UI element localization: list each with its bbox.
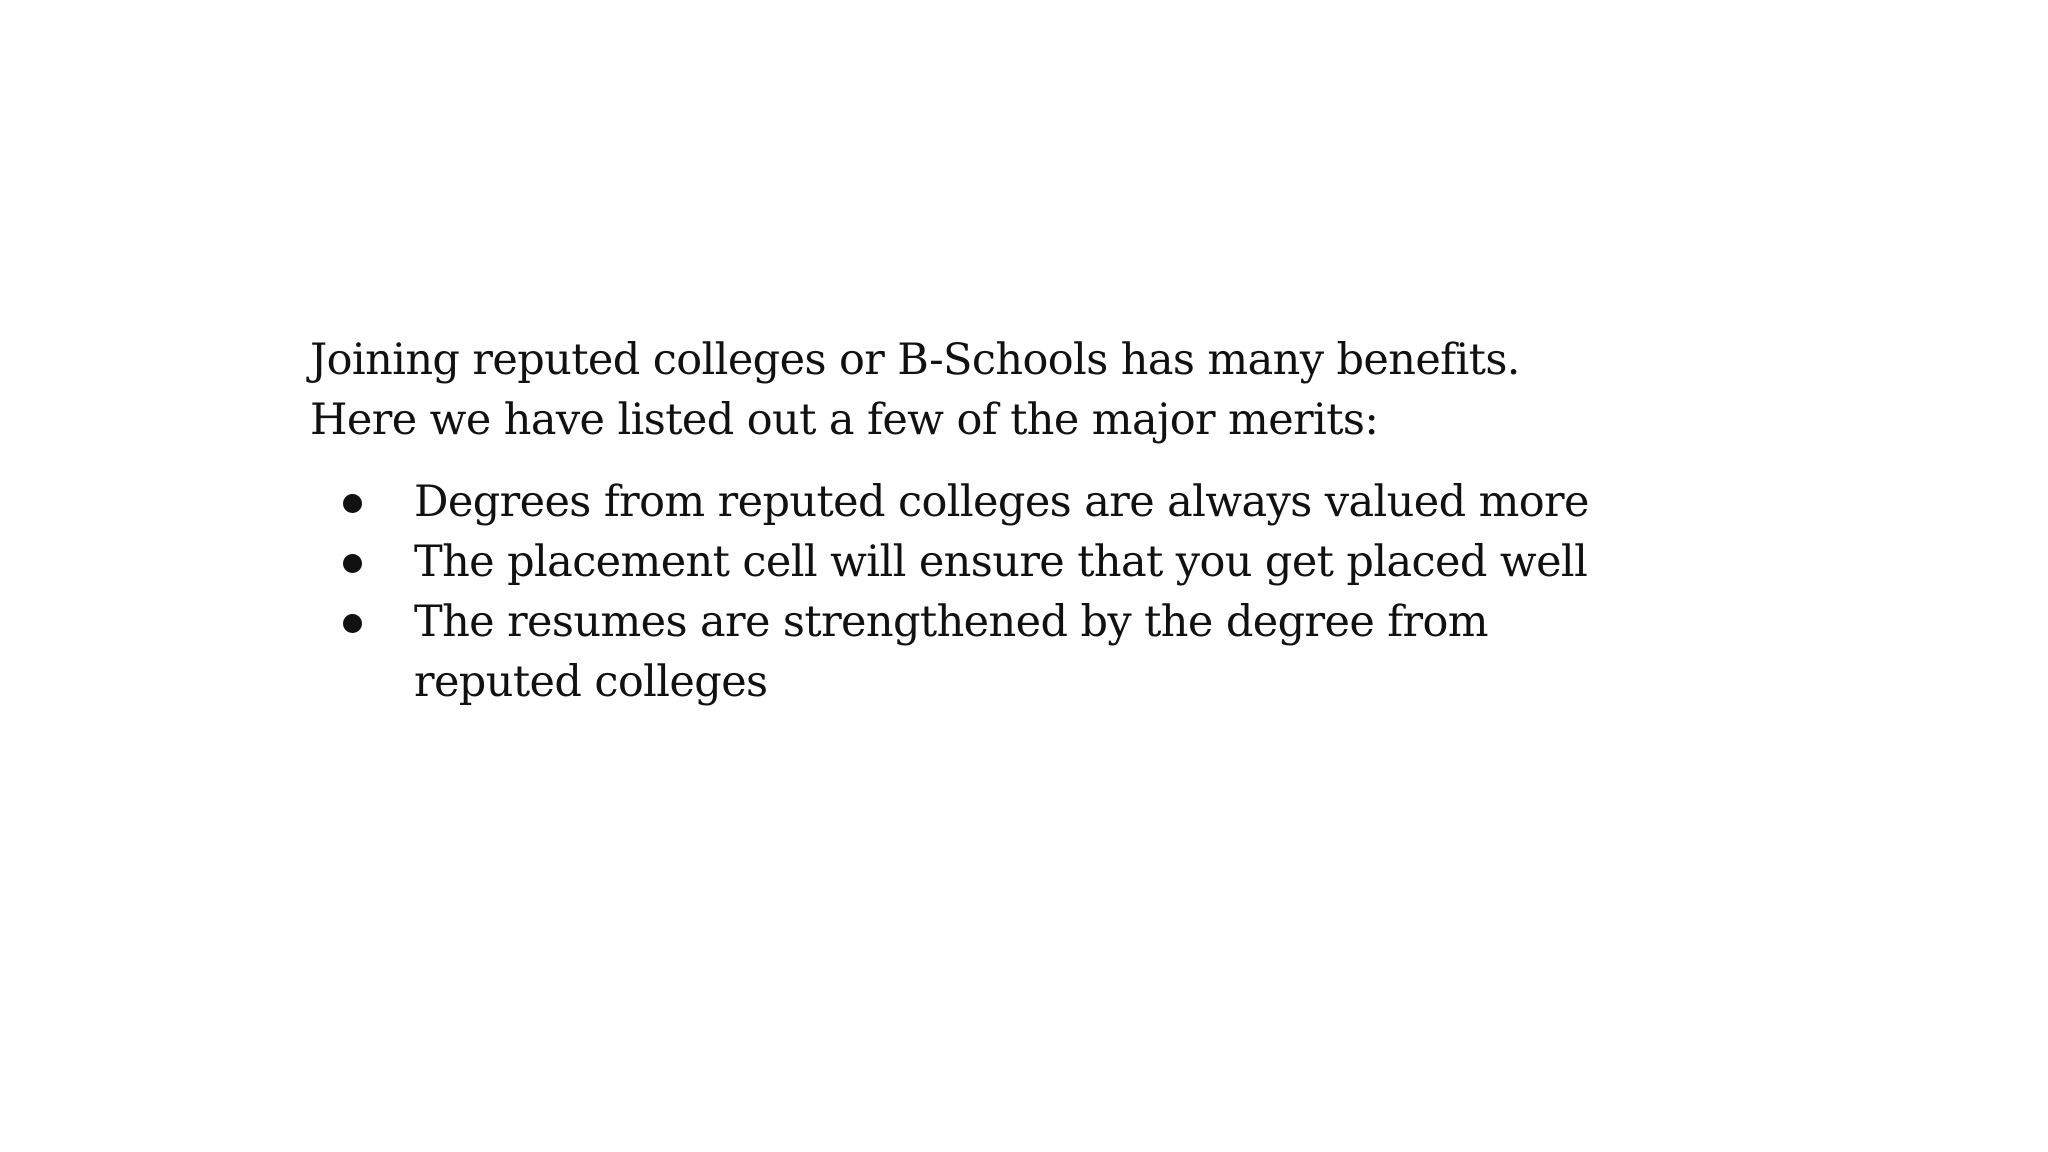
list-item — [310, 472, 1614, 532]
bullet-icon — [343, 614, 362, 633]
list-item — [310, 532, 1614, 592]
list-item — [310, 592, 1614, 712]
bullet-text: Degrees from reputed colleges are always valued more — [414, 477, 1589, 527]
bullet-text: The placement cell will ensure that you get placed well — [414, 537, 1588, 587]
intro-paragraph: Joining reputed colleges or B-Schools has many benefits. Here we have listed out a few of the major merits: — [310, 335, 1520, 445]
bullet-icon — [343, 554, 362, 573]
bullet-text: The resumes are strengthened by the degree from reputed colleges — [414, 597, 1488, 707]
text-block — [310, 330, 1610, 712]
bullet-icon — [343, 494, 362, 513]
bullet-list — [310, 472, 1610, 712]
